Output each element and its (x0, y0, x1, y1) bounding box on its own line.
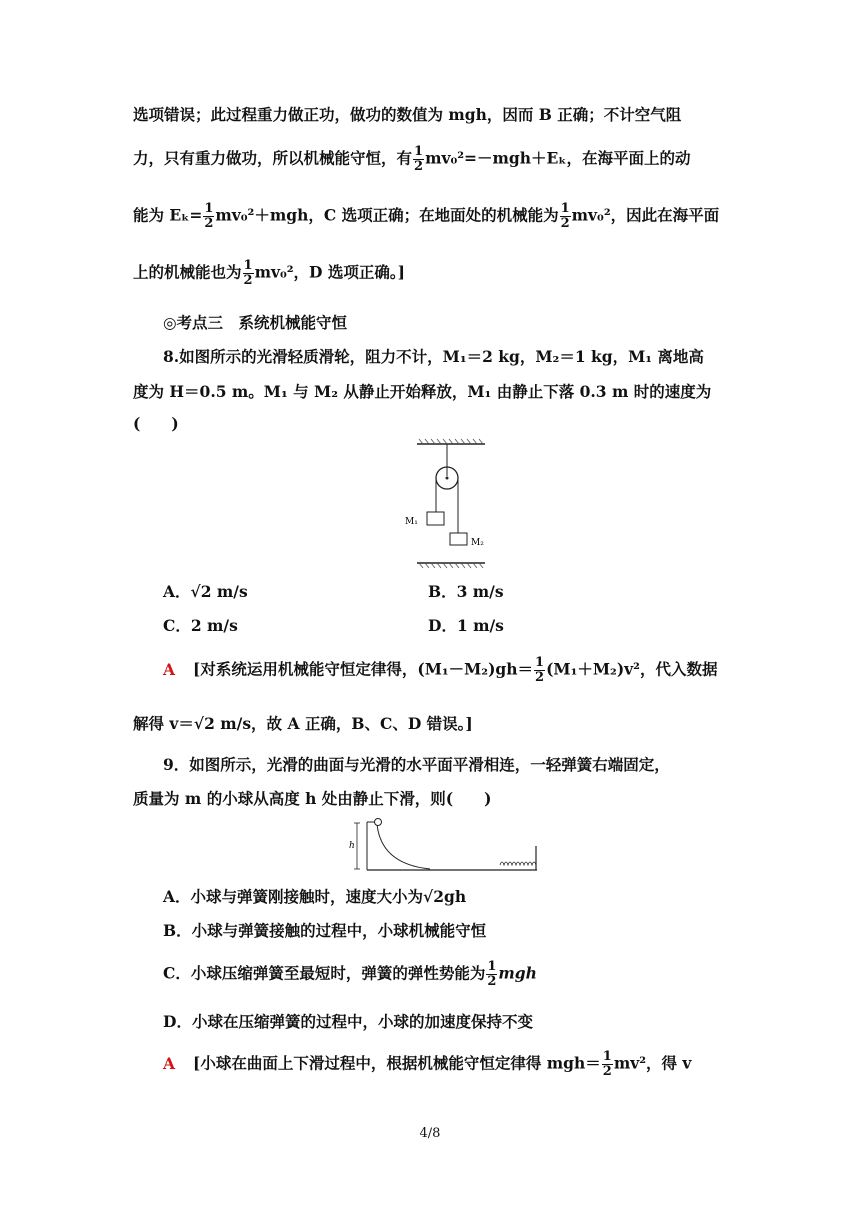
text-span: 力，只有重力做功，所以机械能守恒，有 (133, 148, 413, 168)
section-title: ◎考点三 系统机械能守恒 (163, 313, 348, 332)
question-8-line: 8.如图所示的光滑轻质滑轮，阻力不计，M₁＝2 kg，M₂＝1 kg，M₁ 离地高 (163, 347, 704, 366)
text-span: mv₀²，D 选项正确。] (254, 262, 405, 282)
fraction: $\frac{1}{2}$ (487, 959, 497, 989)
fraction: $\frac{1}{2}$ (602, 1049, 612, 1079)
answer-8-line: 解得 v＝√2 m/s，故 A 正确，B、C、D 错误。] (133, 714, 473, 733)
fraction: $\frac{1}{2}$ (204, 201, 214, 231)
option-c (163, 960, 537, 989)
text-span: mv₀²，因此在海平面 (571, 205, 720, 225)
h-label: h (349, 841, 355, 851)
option-a: A．小球与弹簧刚接触时，速度大小为√2gh (163, 887, 467, 906)
answer-9-line (163, 1050, 763, 1079)
text-line (133, 259, 733, 288)
answer-8-line (163, 656, 763, 685)
option-d: D．小球在压缩弹簧的过程中，小球的加速度保持不变 (163, 1012, 533, 1031)
text-span: [对系统运用机械能守恒定律得，(M₁－M₂)gh＝ (193, 659, 534, 679)
fraction: $\frac{1}{2}$ (414, 144, 424, 174)
option-b: B．小球与弹簧接触的过程中，小球机械能守恒 (163, 921, 487, 940)
fraction: $\frac{1}{2}$ (243, 258, 253, 288)
text-line (133, 202, 733, 231)
m2-label: M₂ (471, 538, 484, 548)
pulley-figure (395, 438, 495, 573)
answer-letter: A (163, 659, 176, 679)
m1-label: M₁ (405, 517, 418, 527)
page-number: 4/8 (419, 1126, 441, 1141)
question-9-line: 9．如图所示，光滑的曲面与光滑的水平面平滑相连，一轻弹簧右端固定， (163, 755, 670, 774)
option-a: A．√2 m/s (163, 582, 248, 601)
text-span: [小球在曲面上下滑过程中，根据机械能守恒定律得 mgh＝ (193, 1053, 601, 1073)
curve-spring-figure (345, 818, 540, 876)
text-span: mv₀²＋mgh，C 选项正确；在地面处的机械能为 (215, 205, 559, 225)
fraction: $\frac{1}{2}$ (560, 201, 570, 231)
text-span: mv²，得 v (613, 1053, 692, 1073)
text-span: 上的机械能也为 (133, 262, 242, 282)
question-8-line: ( ) (133, 414, 179, 433)
question-8-line: 度为 H＝0.5 m。M₁ 与 M₂ 从静止开始释放，M₁ 由静止下落 0.3 m 时的速度为 (133, 382, 712, 401)
text-span: mv₀²=－mgh＋Eₖ，在海平面上的动 (425, 148, 691, 168)
option-d: D．1 m/s (428, 616, 504, 635)
text-span: 能为 Eₖ= (133, 205, 203, 225)
text-span: C．小球压缩弹簧至最短时，弹簧的弹性势能为 (163, 963, 486, 983)
answer-letter: A (163, 1053, 176, 1073)
option-c: C．2 m/s (163, 616, 238, 635)
text-line: 选项错误；此过程重力做正功，做功的数值为 mgh，因而 B 正确；不计空气阻 (133, 105, 682, 124)
question-9-line: 质量为 m 的小球从高度 h 处由静止下滑，则( ) (133, 789, 492, 808)
text-line (133, 145, 733, 174)
option-b: B．3 m/s (428, 582, 504, 601)
text-span: (M₁＋M₂)v²，代入数据 (546, 659, 718, 679)
fraction: $\frac{1}{2}$ (535, 655, 545, 685)
text-span: mgh (498, 963, 537, 983)
